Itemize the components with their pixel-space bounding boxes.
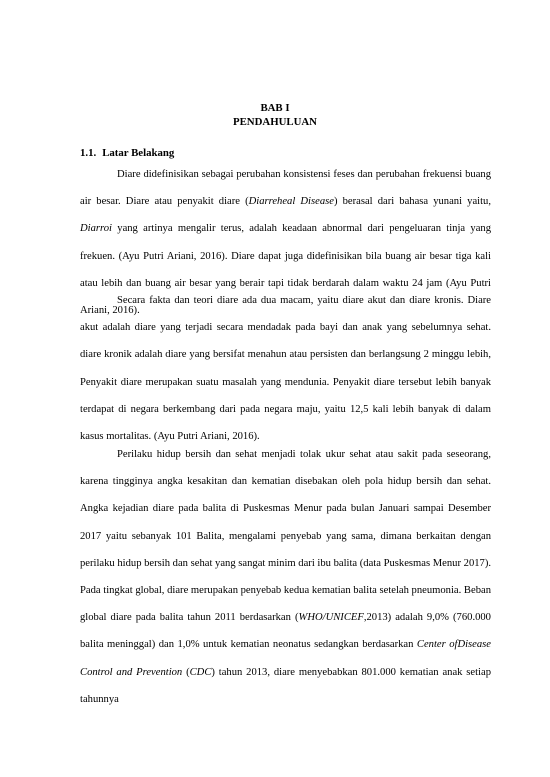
paragraph-text: Secara fakta dan teori diare ada dua macam, yaitu diare akut dan diare kronis. Diare akut adalah diare yang terjadi secara mendadak pada bayi dan anak yang sebelumnya sehat. diare kronik adalah diare yang bersifat menahun atau persisten dan berlangsung 2 minggu lebih, Penyakit diare merupakan suatu masalah yang mendunia. Penyakit diare tersebut lebih banyak terdapat di negara berkembang dari pada negara maju, yaitu 12,5 kali lebih banyak di dalam kasus mortalitas. (Ayu Putri Ariani, 2016). <box>80 295 491 443</box>
paragraph-text-italic: Center ofDisease Control and Prevention <box>80 639 491 678</box>
paragraph-text-italic: CDC <box>189 666 212 678</box>
chapter-label: BAB I <box>260 102 290 114</box>
paragraph-3 <box>80 441 491 713</box>
section-title: Latar Belakang <box>102 147 175 159</box>
paragraph-text-italic: WHO/UNICEF <box>298 612 364 624</box>
paragraph-text-italic: Diarreheal Disease <box>248 196 334 208</box>
paragraph-text-italic: Diarroi <box>80 223 112 235</box>
section-number: 1.1. <box>80 147 97 159</box>
paragraph-text: Perilaku hidup bersih dan sehat menjadi tolak ukur sehat atau sakit pada seseorang, karena tingginya angka kesakitan dan kematian disebakan oleh pola hidup bersih dan sehat. Angka kejadian diare pada balita di Puskesmas Menur pada bulan Januari sampai Desember 2017 yaitu sebanyak 101 Balita, mengalami penyebab yang sama, dimana berkaitan dengan perilaku hidup bersih dan sehat yang sangat minim dari ibu balita (data Puskesmas Menur 2017). Pada tingkat global, diare merupakan penyebab kedua kematian balita setelah pneumonia. Beban global diare pada balita tahun 2011 berdasarkan ( <box>80 449 492 624</box>
paragraph-text: ( <box>182 666 190 678</box>
chapter-title: PENDAHULUAN <box>233 116 317 128</box>
paragraph-text: Diare didefinisikan sebagai perubahan konsistensi feses dan perubahan frekuensi buang air besar. Diare atau penyakit diare ( <box>80 169 491 208</box>
paragraph-text: yang artinya mengalir terus, adalah keadaan abnormal dari pengeluaran tinja yang frekuen. (Ayu Putri Ariani, 2016). Diare dapat juga didefinisikan bila buang air besar tiga kali atau lebih dan buang air besar yang berair tapi tidak berdarah dalam waktu 24 jam (Ayu Putri Ariani, 2016). <box>80 223 491 317</box>
paragraph-2 <box>80 287 491 450</box>
paragraph-text: ,2013) adalah 9,0% (760.000 balita meninggal) dan 1,0% untuk kematian neonatus sedangkan berdasarkan <box>80 612 491 651</box>
section-heading <box>80 147 174 159</box>
paragraph-text: ) berasal dari bahasa yunani yaitu, <box>333 196 491 208</box>
paragraph-text: ) tahun 2013, diare menyebabkan 801.000 kematian anak setiap tahunnya <box>80 666 491 705</box>
